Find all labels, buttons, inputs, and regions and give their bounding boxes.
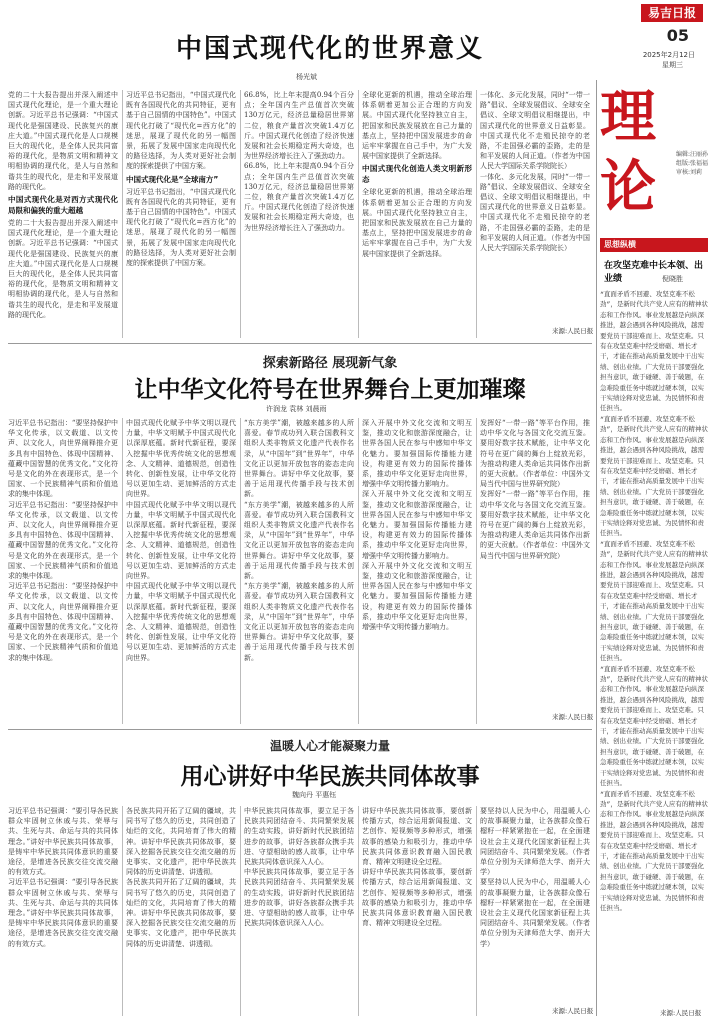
- article1-column-5: 一体化、多元化发展，同时“一带一路”倡议、全球发展倡议、全球安全倡议、全球文明倡议相继提出，中国式现代化的世界意义日益彰显。中国式现代化不走殖民掠夺的老路，不走国强必霸的歪路，走的是和平发展的人间正道。（作者为中国人民大学国际关系学院院长） 一体化、多元化发展，同时“一带一路”倡议、全球发展倡议、全球安全倡议、全球文明倡议相继提出，中国式现代化的世界意义日益彰显。中国式现代化不走殖民掠夺的老路，不走国强必霸的歪路，走的是和平发展的人间正道。（作者为中国人民大学国际关系学院院长）: [480, 91, 590, 253]
- article2-column-1: 习近平总书记指出：“要坚持保护中华文化传承，以文载道、以文传声、以文化人，向世界阐释推介更多具有中国特色、体现中国精神、蕴藏中国智慧的优秀文化。”文化符号是文化的外在表现形式，是一个国家、一个民族精神气质和价值追求的集中体现。 习近平总书记指出：“要坚持保护中华文化传承，以文载道、以文传声、以文化人，向世界阐释推介更多具有中国特色、体现中国精神、蕴藏中国智慧的优秀文化。”文化符号是文化的外在表现形式，是一个国家、一个民族精神气质和价值追求的集中体现。 习近平总书记指出：“要坚持保护中华文化传承，以文载道、以文传声、以文化人，向世界阐释推介更多具有中国特色、体现中国精神、蕴藏中国智慧的优秀文化。”文化符号是文化的外在表现形式，是一个国家、一个民族精神气质和价值追求的集中体现。: [8, 419, 118, 662]
- article1-headline: 中国式现代化的世界意义: [175, 34, 484, 64]
- section-mark: 理论: [600, 84, 656, 220]
- article3-column-1: 习近平总书记强调：“要引导各民族群众牢固树立休戚与共、荣辱与共、生死与共、命运与共的共同体理念。”讲好中华民族共同体故事，是铸牢中华民族共同体意识的重要途径，是增进各民族交往交流交融的有效方式。 习近平总书记强调：“要引导各民族群众牢固树立休戚与共、荣辱与共、生死与共、命运与共的共同体理念。”讲好中华民族共同体故事，是铸牢中华民族共同体意识的重要途径，是增进各民族交往交流交融的有效方式。: [8, 807, 118, 948]
- article3-byline: 魏向丹 平惠钰: [292, 791, 337, 799]
- article2-kicker: 探索新路径 展现新气象: [262, 356, 398, 371]
- editor-credits: 编辑:汪丽孙 组版:张福福 审核:刘莉: [676, 151, 709, 176]
- opinion-column: [600, 238, 708, 1018]
- article2-column-2: 中国式现代化赋予中华文明以现代力量，中华文明赋予中国式现代化以深厚底蕴。新时代新征程，要深入挖掘中华优秀传统文化的思想观念、人文精神、道德规范，创造性转化、创新性发展，让中华文化符号以更加生动、更加鲜活的方式走向世界。 中国式现代化赋予中华文明以现代力量，中华文明赋予中国式现代化以深厚底蕴。新时代新征程，要深入挖掘中华优秀传统文化的思想观念、人文精神、道德规范，创造性转化、创新性发展，让中华文化符号以更加生动、更加鲜活的方式走向世界。 中国式现代化赋予中华文明以现代力量，中华文明赋予中国式现代化以深厚底蕴。新时代新征程，要深入挖掘中华优秀传统文化的思想观念、人文精神、道德规范，创造性转化、创新性发展，让中华文化符号以更加生动、更加鲜活的方式走向世界。: [126, 419, 236, 662]
- article1-byline: 杨光斌: [296, 73, 317, 81]
- article1-column-4: 全球化更新的机遇，推动全球治理体系朝着更加公正合理的方向发展。中国式现代化坚持独立自主，把国家和民族发展放在自己力量的基点上，坚持把中国发展进步的命运牢牢掌握在自己手中，为广大发展中国家提供了全新选择。 中国式现代化创造人类文明新形态 全球化更新的机遇，推动全球治理体系朝着更加公正合理的方向发展。中国式现代化坚持独立自主，把国家和民族发展放在自己力量的基点上，坚持把中国发展进步的命运牢牢掌握在自己手中，为广大发展中国家提供了全新选择。: [362, 91, 472, 258]
- column-divider: [358, 418, 359, 724]
- article3-column-2: 各民族共同开拓了辽阔的疆域，共同书写了悠久的历史，共同创造了灿烂的文化，共同培育了伟大的精神。讲好中华民族共同体故事，要深入挖掘各民族交往交流交融的历史事实、文化遗产，把中华民族共同体的历史讲清楚、讲透彻。 各民族共同开拓了辽阔的疆域，共同书写了悠久的历史，共同创造了灿烂的文化，共同培育了伟大的精神。讲好中华民族共同体故事，要深入挖掘各民族交往交流交融的历史事实、文化遗产，把中华民族共同体的历史讲清楚、讲透彻。: [126, 807, 236, 948]
- section-divider: [8, 343, 592, 344]
- article3-column-5: 要坚持以人民为中心，用温暖人心的故事凝聚力量，让各族群众像石榴籽一样紧紧抱在一起，在全面建设社会主义现代化国家新征程上共同团结奋斗、共同繁荣发展。（作者单位分别为天津师范大学、南开大学） 要坚持以人民为中心，用温暖人心的故事凝聚力量，让各族群众像石榴籽一样紧紧抱在一起，在全面建设社会主义现代化国家新征程上共同团结奋斗、共同繁荣发展。（作者单位分别为天津师范大学、南开大学）: [480, 807, 590, 948]
- article1-column-2: 习近平总书记指出，“中国式现代化既有各国现代化的共同特征，更有基于自己国情的中国特色”。中国式现代化打破了“现代化=西方化”的迷思，展现了现代化的另一幅图景，拓展了发展中国家走向现代化的路径选择，为人类对更好社会制度的探索提供了中国方案。 中国式现代化是“全球南方” 习近平总书记指出，“中国式现代化既有各国现代化的共同特征，更有基于自己国情的中国特色”。中国式现代化打破了“现代化=西方化”的迷思，展现了现代化的另一幅图景，拓展了发展中国家走向现代化的路径选择，为人类对更好社会制度的探索提供了中国方案。: [126, 91, 236, 268]
- article2-source: 来源:人民日报: [552, 713, 594, 721]
- article1-subhead-3: 中国式现代化创造人类文明新形态: [362, 164, 472, 185]
- article2-column-4: 深入开展中外文化交流和文明互鉴，推动文化和旅游深度融合，让世界各国人民在参与中感知中华文化魅力。要加强国际传播能力建设，构建更有效力的国际传播体系，推动中华文化更好走向世界，增强中华文明传播力影响力。 深入开展中外文化交流和文明互鉴，推动文化和旅游深度融合，让世界各国人民在参与中感知中华文化魅力。要加强国际传播能力建设，构建更有效力的国际传播体系，推动中华文化更好走向世界，增强中华文明传播力影响力。 深入开展中外文化交流和文明互鉴，推动文化和旅游深度融合，让世界各国人民在参与中感知中华文化魅力。要加强国际传播能力建设，构建更有效力的国际传播体系，推动中华文化更好走向世界，增强中华文明传播力影响力。: [362, 419, 472, 632]
- column-source: 来源:人民日报: [660, 1009, 702, 1017]
- column-divider: [122, 418, 123, 724]
- column-tag: 思想纵横: [600, 238, 708, 252]
- column-divider: [358, 90, 359, 338]
- issue-weekday: 星期三: [662, 61, 683, 69]
- newspaper-brand: 易吉日报: [641, 4, 703, 22]
- column-divider: [122, 90, 123, 338]
- article2-column-3: “东方美学”潮，被越来越多的人所喜爱。春节成功列入联合国教科文组织人类非物质文化遗产代表作名录，从“中国年”到“世界年”，中华文化正以更加开放包容的姿态走向世界舞台。讲好中华文化故事，要善于运用现代传播手段与技术创新。 “东方美学”潮，被越来越多的人所喜爱。春节成功列入联合国教科文组织人类非物质文化遗产代表作名录，从“中国年”到“世界年”，中华文化正以更加开放包容的姿态走向世界舞台。讲好中华文化故事，要善于运用现代传播手段与技术创新。 “东方美学”潮，被越来越多的人所喜爱。春节成功列入联合国教科文组织人类非物质文化遗产代表作名录，从“中国年”到“世界年”，中华文化正以更加开放包容的姿态走向世界舞台。讲好中华文化故事，要善于运用现代传播手段与技术创新。: [244, 419, 354, 662]
- column-divider: [476, 90, 477, 338]
- article1-column-3: 66.8%，比上年末提高0.94个百分点；全年国内生产总值首次突破130万亿元，经济总量稳居世界第二位，粮食产量首次突破1.4万亿斤。中国式现代化创造了经济快速发展和社会长期稳定两大奇迹，也为世界经济增长注入了强劲动力。 66.8%，比上年末提高0.94个百分点；全年国内生产总值首次突破130万亿元，经济总量稳居世界第二位，粮食产量首次突破1.4万亿斤。中国式现代化创造了经济快速发展和社会长期稳定两大奇迹，也为世界经济增长注入了强劲动力。: [244, 91, 354, 232]
- column-divider: [476, 418, 477, 724]
- article3-source: 来源:人民日报: [552, 1007, 594, 1015]
- column-author: 倪晓胜: [662, 275, 683, 283]
- column-body: “直面矛盾不回避、攻坚克难不松劲”，是新时代共产党人应有的精神状态和工作作风。事业发展越是向纵深推进，越会遇到各种风险挑战，越需要党员干部迎难而上、攻坚克难。只有在攻坚克难中经受磨砺、增长才干，才能在推动高质量发展中干出实绩、创出业绩。广大党员干部要强化担当意识，敢于碰硬、善于破题，在急难险重任务中练就过硬本领，以实干实绩诠释对党忠诚、为民情怀和责任担当。 “直面矛盾不回避、攻坚克难不松劲”，是新时代共产党人应有的精神状态和工作作风。事业发展越是向纵深推进，越会遇到各种风险挑战，越需要党员干部迎难而上、攻坚克难。只有在攻坚克难中经受磨砺、增长才干，才能在推动高质量发展中干出实绩、创出业绩。广大党员干部要强化担当意识，敢于碰硬、善于破题，在急难险重任务中练就过硬本领，以实干实绩诠释对党忠诚、为民情怀和责任担当。 “直面矛盾不回避、攻坚克难不松劲”，是新时代共产党人应有的精神状态和工作作风。事业发展越是向纵深推进，越会遇到各种风险挑战，越需要党员干部迎难而上、攻坚克难。只有在攻坚克难中经受磨砺、增长才干，才能在推动高质量发展中干出实绩、创出业绩。广大党员干部要强化担当意识，敢于碰硬、善于破题，在急难险重任务中练就过硬本领，以实干实绩诠释对党忠诚、为民情怀和责任担当。 “直面矛盾不回避、攻坚克难不松劲”，是新时代共产党人应有的精神状态和工作作风。事业发展越是向纵深推进，越会遇到各种风险挑战，越需要党员干部迎难而上、攻坚克难。只有在攻坚克难中经受磨砺、增长才干，才能在推动高质量发展中干出实绩、创出业绩。广大党员干部要强化担当意识，敢于碰硬、善于破题，在急难险重任务中练就过硬本领，以实干实绩诠释对党忠诚、为民情怀和责任担当。 “直面矛盾不回避、攻坚克难不松劲”，是新时代共产党人应有的精神状态和工作作风。事业发展越是向纵深推进，越会遇到各种风险挑战，越需要党员干部迎难而上、攻坚克难。只有在攻坚克难中经受磨砺、增长才干，才能在推动高质量发展中干出实绩、创出业绩。广大党员干部要强化担当意识，敢于碰硬、善于破题，在急难险重任务中练就过硬本领，以实干实绩诠释对党忠诚、为民情怀和责任担当。: [600, 291, 708, 912]
- article2-headline: 让中华文化符号在世界舞台上更加璀璨: [134, 376, 526, 403]
- article1-column-1: 党的二十大报告提出并深入阐述中国式现代化理论，是一个重大理论创新。习近平总书记强调：“中国式现代化是强国建设、民族复兴的康庄大道。”中国式现代化是人口规模巨大的现代化，是全体人民共同富裕的现代化，是物质文明和精神文明相协调的现代化，是人与自然和谐共生的现代化，是走和平发展道路的现代化。 中国式现代化是对西方式现代化局限和偏狭的重大超越 党的二十大报告提出并深入阐述中国式现代化理论，是一个重大理论创新。习近平总书记强调：“中国式现代化是强国建设、民族复兴的康庄大道。”中国式现代化是人口规模巨大的现代化，是全体人民共同富裕的现代化，是物质文明和精神文明相协调的现代化，是人与自然和谐共生的现代化，是走和平发展道路的现代化。: [8, 91, 118, 319]
- article1-subhead-2: 中国式现代化是“全球南方”: [126, 174, 219, 184]
- column-title: 在攻坚克难中长本领、出业绩: [604, 261, 704, 284]
- article3-column-4: 讲好中华民族共同体故事，要创新传播方式，综合运用新闻报道、文艺创作、短视频等多种形式，增强故事的感染力和吸引力，推动中华民族共同体意识教育融入国民教育、精神文明建设全过程。 讲好中华民族共同体故事，要创新传播方式，综合运用新闻报道、文艺创作、短视频等多种形式，增强故事的感染力和吸引力，推动中华民族共同体意识教育融入国民教育、精神文明建设全过程。: [362, 807, 472, 928]
- column-divider: [358, 806, 359, 1016]
- article1-source: 来源:人民日报: [552, 327, 594, 335]
- article1-subhead-1: 中国式现代化是对西方式现代化局限和偏狭的重大超越: [8, 195, 118, 216]
- column-divider: [240, 806, 241, 1016]
- article2-column-5: 发挥好“一带一路”等平台作用，推动中华文化与各国文化交流互鉴。要用好数字技术赋能，让中华文化符号在更广阔的舞台上绽放光彩，为推动构建人类命运共同体作出新的更大贡献。（作者单位：中国外文局当代中国与世界研究院） 发挥好“一带一路”等平台作用，推动中华文化与各国文化交流互鉴。要用好数字技术赋能，让中华文化符号在更广阔的舞台上绽放光彩，为推动构建人类命运共同体作出新的更大贡献。（作者单位：中国外文局当代中国与世界研究院）: [480, 419, 590, 560]
- section-divider: [8, 729, 592, 730]
- column-divider: [240, 418, 241, 724]
- article3-kicker: 温暖人心才能凝聚力量: [269, 739, 390, 753]
- article3-column-3: 中华民族共同体故事，要立足于各民族共同团结奋斗、共同繁荣发展的生动实践，讲好新时代民族团结进步的故事，讲好各族群众携手共进、守望相助的感人故事，让中华民族共同体意识深入人心。 中华民族共同体故事，要立足于各民族共同团结奋斗、共同繁荣发展的生动实践，讲好新时代民族团结进步的故事，讲好各族群众携手共进、守望相助的感人故事，让中华民族共同体意识深入人心。: [244, 807, 354, 928]
- column-divider: [476, 806, 477, 1016]
- issue-date: 2025年2月12日: [642, 51, 695, 59]
- column-divider: [122, 806, 123, 1016]
- sidebar-divider: [596, 80, 597, 1016]
- article3-headline: 用心讲好中华民族共同体故事: [180, 763, 480, 790]
- page-number: 05: [666, 26, 689, 45]
- column-divider: [240, 90, 241, 338]
- article2-byline: 许润龙 袁林 刘晨雨: [266, 405, 327, 413]
